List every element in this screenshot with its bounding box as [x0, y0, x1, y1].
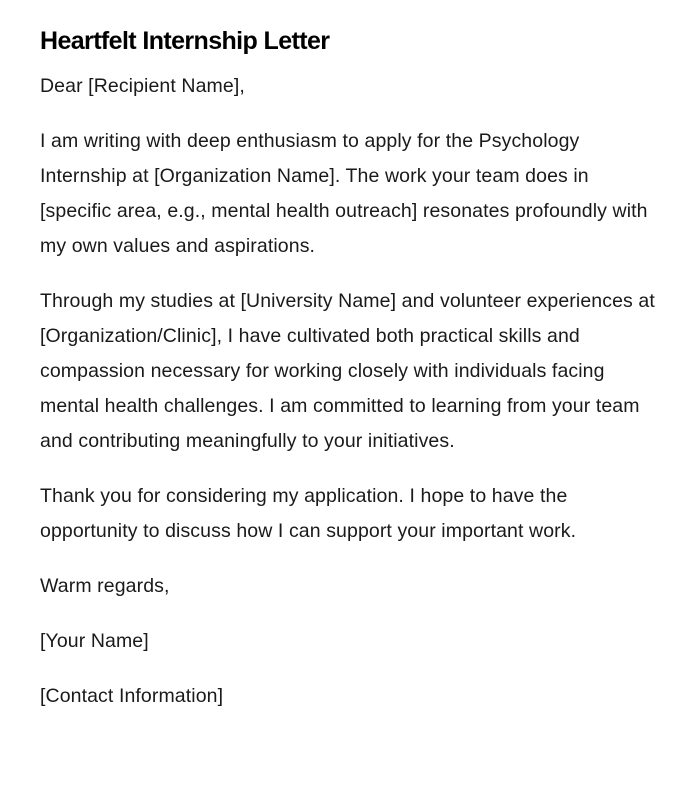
letter-closing: Warm regards, [40, 575, 170, 597]
letter-signature-name: [Your Name] [40, 630, 149, 652]
letter-paragraph: Through my studies at [University Name] and volunteer experiences at [Organization/Clinic], I have cultivated both practical skills and compassion necessary for working closely with individuals facing mental health challenges. I am committed to learning from your team and contributing meaningfully to your initiatives. [40, 290, 655, 452]
letter-contact-info: [Contact Information] [40, 685, 224, 707]
letter-title: Heartfelt Internship Letter [40, 27, 330, 55]
letter-paragraph: I am writing with deep enthusiasm to apply for the Psychology Internship at [Organization Name]. The work your team does in [specific area, e.g., mental health outreach] resonates profoundly with my own values and aspirations. [40, 130, 648, 257]
letter-paragraph: Thank you for considering my application. I hope to have the opportunity to discuss how I can support your important work. [40, 485, 577, 542]
letter-greeting: Dear [Recipient Name], [40, 75, 245, 97]
